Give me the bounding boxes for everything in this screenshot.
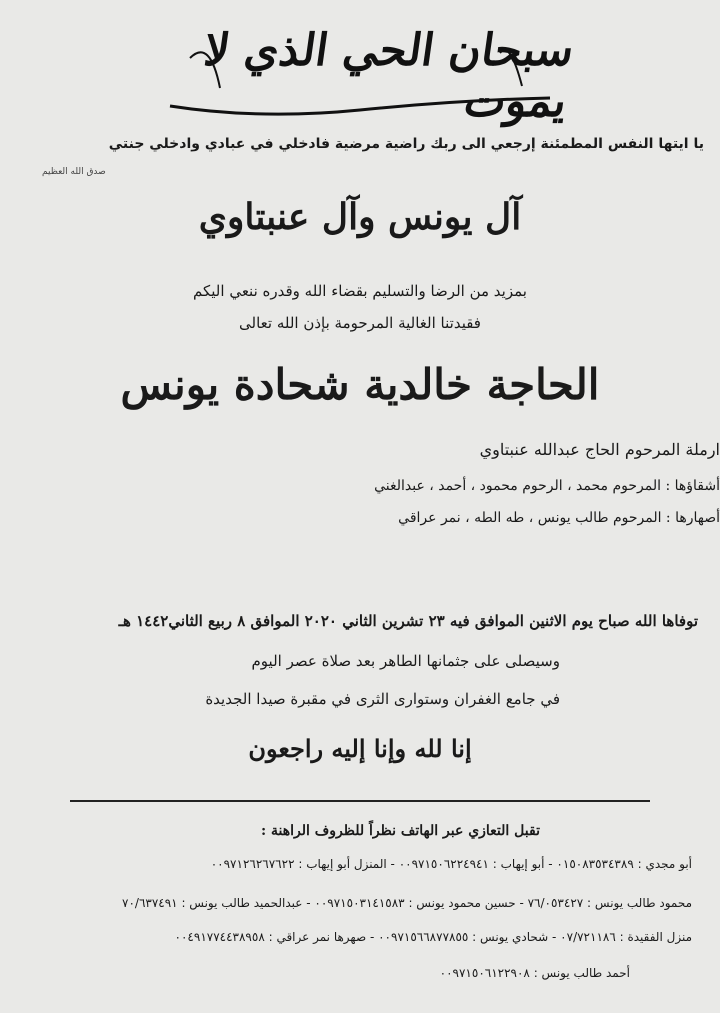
- calligraphy-text: سبحان الحي الذي لا يموت: [200, 24, 578, 127]
- contact-line: محمود طالب يونس : ٧٦/٠٥٣٤٢٧ - حسين محمود يونس : ٠٠٩٧١٥٠٣١٤١٥٨٣ - عبدالحميد طالب يونس : ٧٠/٦٣٧٤٩١: [122, 896, 692, 910]
- widow-line: ارملة المرحوم الحاج عبدالله عنبتاوي: [479, 440, 720, 459]
- prayer-line: وسيصلى على جثمانها الطاهر بعد صلاة عصر اليوم: [251, 652, 560, 670]
- deceased-name: الحاجة خالدية شحادة يونس: [120, 360, 600, 409]
- contact-line: منزل الفقيدة : ٠٧/٧٢١١٨٦ - شحادي يونس : ٠٠٩٧١٥٦٦٨٧٧٨٥٥ - صهرها نمر عراقي : ٠٠٤٩١٧٧٤٤٣٨٩٥٨: [174, 930, 692, 944]
- death-date-line: توفاها الله صباح يوم الاثنين الموافق فيه ٢٣ تشرين الثاني ٢٠٢٠ الموافق ٨ ربيع الثاني١٤٤٢ هـ: [118, 612, 698, 630]
- condolences-title: تقبل التعازي عبر الهاتف نظراً للظروف الراهنة :: [260, 823, 540, 839]
- family-name: آل يونس وآل عنبتاوي: [198, 196, 522, 238]
- sadaqa-text: صدق الله العظيم: [42, 167, 106, 177]
- contact-line: أحمد طالب يونس : ٠٠٩٧١٥٠٦١٢٢٩٠٨: [439, 966, 630, 980]
- quran-verse: يا ايتها النفس المطمئنة إرجعي الى ربك راضية مرضية فادخلي في عبادي وادخلي جنتي: [108, 136, 704, 152]
- intro-line-1: بمزيد من الرضا والتسليم بقضاء الله وقدره ننعي اليكم: [193, 282, 527, 300]
- calligraphy-header: [150, 24, 578, 127]
- intro-line-2: فقيدتنا الغالية المرحومة بإذن الله تعالى: [239, 314, 481, 332]
- divider: [70, 800, 650, 802]
- in-laws-line: أصهارها : المرحوم طالب يونس ، طه الطه ، نمر عراقي: [398, 510, 720, 526]
- contact-line: أبو مجدي : ٠١٥٠٨٣٥٣٤٣٨٩ - أبو إيهاب : ٠٠٩٧١٥٠٦٢٢٤٩٤١ - المنزل أبو إيهاب : ٠٠٩٧١٢٦٢٦٧٦٢٢: [210, 857, 692, 871]
- brothers-line: أشقاؤها : المرحوم محمد ، الرحوم محمود ، أحمد ، عبدالغني: [374, 478, 720, 494]
- burial-line: في جامع الغفران وستوارى الثرى في مقبرة صيدا الجديدة: [205, 690, 560, 708]
- quran-phrase: إنا لله وإنا إليه راجعون: [248, 734, 472, 763]
